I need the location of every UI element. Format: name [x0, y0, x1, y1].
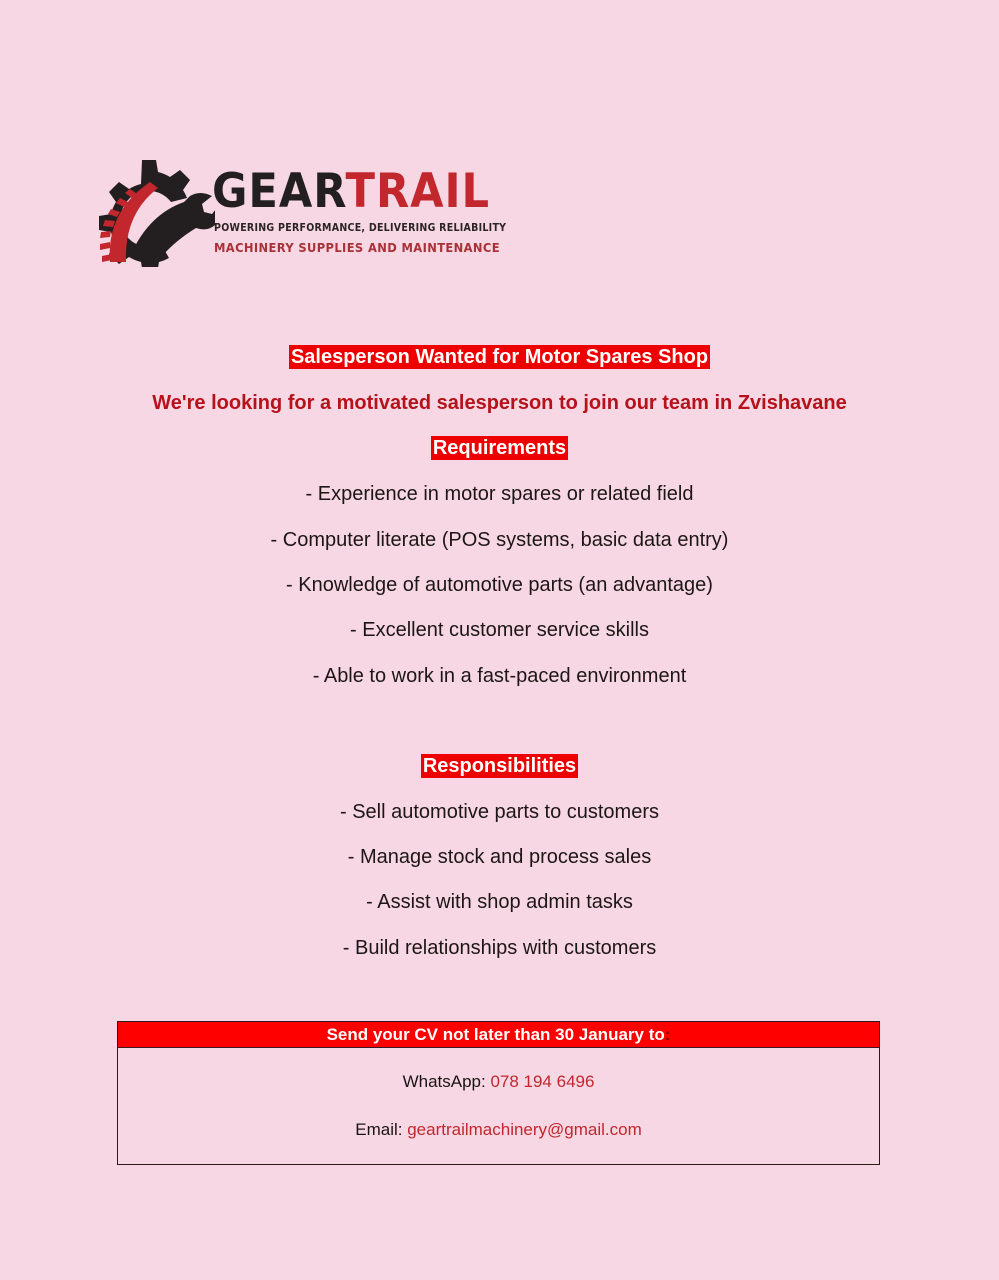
- requirement-item: - Able to work in a fast-paced environment: [312, 665, 687, 687]
- brand-name-part1: GEAR: [212, 164, 346, 219]
- company-logo: [80, 152, 530, 267]
- headline: Salesperson Wanted for Motor Spares Shop: [290, 346, 709, 368]
- requirement-item: - Excellent customer service skills: [350, 619, 649, 641]
- intro-text: We're looking for a motivated salesperson to join our team in Zvishavane: [152, 392, 847, 414]
- gear-wrench-tire-icon: [80, 152, 215, 267]
- contact-box: [117, 1021, 880, 1165]
- brand-name: [212, 166, 490, 218]
- requirements-heading: Requirements: [432, 437, 567, 459]
- requirement-item: - Knowledge of automotive parts (an advantage): [286, 574, 713, 596]
- whatsapp-number[interactable]: 078 194 6496: [490, 1072, 595, 1091]
- brand-tagline: POWERING PERFORMANCE, DELIVERING RELIABILITY: [214, 222, 507, 234]
- contact-header: [118, 1022, 879, 1048]
- headline-row: [0, 346, 999, 369]
- responsibility-item: - Sell automotive parts to customers: [339, 801, 659, 823]
- email-line: [118, 1120, 879, 1140]
- contact-header-colon: :: [664, 1025, 671, 1044]
- whatsapp-label: WhatsApp:: [402, 1072, 491, 1091]
- intro-row: [0, 392, 999, 415]
- responsibilities-heading: Responsibilities: [422, 755, 577, 777]
- contact-header-text: Send your CV not later than 30 January to: [326, 1025, 665, 1044]
- responsibilities-heading-row: [0, 755, 999, 778]
- email-label: Email:: [355, 1120, 408, 1139]
- email-address[interactable]: geartrailmachinery@gmail.com: [407, 1120, 642, 1139]
- brand-subtagline: MACHINERY SUPPLIES AND MAINTENANCE: [214, 240, 500, 255]
- requirement-item: - Computer literate (POS systems, basic data entry): [270, 529, 729, 551]
- responsibility-item: - Assist with shop admin tasks: [366, 891, 633, 913]
- responsibility-item: - Build relationships with customers: [342, 937, 657, 959]
- responsibility-item: - Manage stock and process sales: [347, 846, 652, 868]
- brand-name-part2: TRAIL: [345, 164, 491, 219]
- requirements-heading-row: [0, 437, 999, 460]
- requirement-item: - Experience in motor spares or related field: [305, 483, 694, 505]
- whatsapp-line: [118, 1072, 879, 1092]
